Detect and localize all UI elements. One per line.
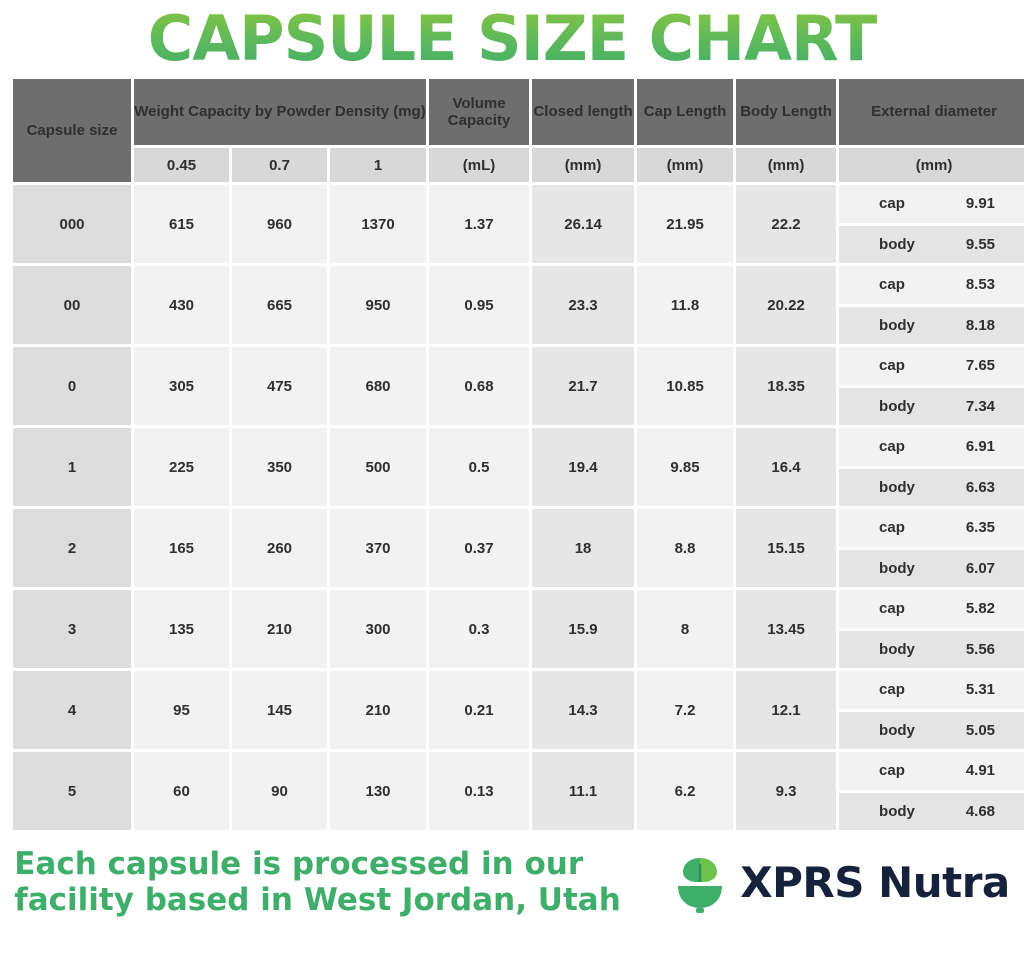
ext-cap-label: cap [879, 276, 905, 294]
cell-body-length: 16.4 [736, 428, 836, 506]
cell-body-length: 12.1 [736, 671, 836, 749]
cell-external-diameter [839, 266, 1024, 344]
cell-cap-length: 11.8 [637, 266, 733, 344]
cell-body-length: 20.22 [736, 266, 836, 344]
ext-cap-label: cap [879, 519, 905, 537]
cell-weight-07: 145 [232, 671, 327, 749]
cell-external-diameter [839, 347, 1024, 425]
cell-volume: 0.3 [429, 590, 529, 668]
header-weight-capacity: Weight Capacity by Powder Density (mg) [134, 79, 426, 145]
table-container [0, 76, 1024, 833]
subheader-volume-unit: (mL) [429, 148, 529, 182]
table-row [13, 428, 1024, 506]
cell-volume: 0.21 [429, 671, 529, 749]
cell-closed-length: 26.14 [532, 185, 634, 263]
subheader-ext-unit: (mm) [839, 148, 1024, 182]
ext-cap-label: cap [879, 195, 905, 213]
ext-cap-value: 6.91 [965, 438, 996, 456]
table-row [13, 671, 1024, 749]
cell-external-diameter [839, 671, 1024, 749]
cell-weight-045: 165 [134, 509, 229, 587]
ext-cap-value: 5.31 [965, 681, 996, 699]
table-row [13, 590, 1024, 668]
cell-closed-length: 19.4 [532, 428, 634, 506]
cell-weight-1: 500 [330, 428, 426, 506]
cell-weight-1: 300 [330, 590, 426, 668]
ext-cap-value: 6.35 [965, 519, 996, 537]
cell-weight-1: 1370 [330, 185, 426, 263]
ext-cap-value: 9.91 [965, 195, 996, 213]
ext-body-value: 8.18 [965, 316, 996, 334]
cell-cap-length: 21.95 [637, 185, 733, 263]
ext-body-value: 6.07 [965, 559, 996, 577]
ext-body-value: 9.55 [965, 235, 996, 253]
cell-closed-length: 23.3 [532, 266, 634, 344]
cell-closed-length: 21.7 [532, 347, 634, 425]
cell-volume: 0.13 [429, 752, 529, 830]
header-volume-capacity: Volume Capacity [429, 79, 529, 145]
cell-weight-07: 260 [232, 509, 327, 587]
cell-closed-length: 14.3 [532, 671, 634, 749]
ext-body-value: 6.63 [965, 478, 996, 496]
cell-weight-045: 135 [134, 590, 229, 668]
cell-weight-1: 210 [330, 671, 426, 749]
ext-body-line [839, 307, 1024, 345]
cell-weight-1: 680 [330, 347, 426, 425]
cell-weight-045: 305 [134, 347, 229, 425]
cell-weight-045: 430 [134, 266, 229, 344]
table-subheader-row [13, 148, 1024, 182]
cell-cap-length: 8 [637, 590, 733, 668]
ext-body-label: body [879, 640, 915, 658]
cell-cap-length: 8.8 [637, 509, 733, 587]
cell-weight-07: 665 [232, 266, 327, 344]
header-cap-length: Cap Length [637, 79, 733, 145]
ext-cap-line [839, 671, 1024, 709]
header-capsule-size: Capsule size [13, 79, 131, 182]
cell-closed-length: 18 [532, 509, 634, 587]
ext-body-line [839, 469, 1024, 507]
cell-external-diameter [839, 428, 1024, 506]
ext-cap-value: 7.65 [965, 357, 996, 375]
ext-cap-label: cap [879, 600, 905, 618]
cell-capsule-size: 00 [13, 266, 131, 344]
ext-body-label: body [879, 802, 915, 820]
cell-volume: 0.95 [429, 266, 529, 344]
cell-weight-07: 90 [232, 752, 327, 830]
ext-body-line [839, 793, 1024, 831]
ext-cap-label: cap [879, 762, 905, 780]
cell-body-length: 13.45 [736, 590, 836, 668]
cell-capsule-size: 4 [13, 671, 131, 749]
table-row [13, 347, 1024, 425]
cell-weight-045: 95 [134, 671, 229, 749]
ext-body-label: body [879, 235, 915, 253]
ext-body-label: body [879, 316, 915, 334]
cell-body-length: 22.2 [736, 185, 836, 263]
cell-volume: 0.5 [429, 428, 529, 506]
header-body-length: Body Length [736, 79, 836, 145]
ext-body-value: 5.05 [965, 721, 996, 739]
subheader-density-1: 1 [330, 148, 426, 182]
table-row [13, 752, 1024, 830]
subheader-density-07: 0.7 [232, 148, 327, 182]
cell-closed-length: 15.9 [532, 590, 634, 668]
ext-body-line [839, 226, 1024, 264]
ext-cap-line [839, 185, 1024, 223]
cell-weight-1: 370 [330, 509, 426, 587]
cell-weight-1: 130 [330, 752, 426, 830]
cell-weight-1: 950 [330, 266, 426, 344]
cell-weight-07: 475 [232, 347, 327, 425]
ext-cap-label: cap [879, 438, 905, 456]
cell-external-diameter [839, 752, 1024, 830]
ext-body-value: 4.68 [965, 802, 996, 820]
footer [0, 833, 1024, 918]
ext-cap-value: 4.91 [965, 762, 996, 780]
footer-tagline: Each capsule is processed in our facility based in West Jordan, Utah [14, 846, 621, 918]
ext-cap-line [839, 590, 1024, 628]
cell-closed-length: 11.1 [532, 752, 634, 830]
cell-cap-length: 10.85 [637, 347, 733, 425]
ext-cap-label: cap [879, 681, 905, 699]
page-title: CAPSULE SIZE CHART [0, 0, 1024, 76]
ext-body-line [839, 550, 1024, 588]
ext-cap-value: 5.82 [965, 600, 996, 618]
leaf-mortar-icon [670, 852, 730, 914]
ext-body-label: body [879, 397, 915, 415]
subheader-cap-unit: (mm) [637, 148, 733, 182]
cell-capsule-size: 2 [13, 509, 131, 587]
cell-weight-07: 960 [232, 185, 327, 263]
ext-cap-line [839, 266, 1024, 304]
ext-body-label: body [879, 721, 915, 739]
cell-external-diameter [839, 509, 1024, 587]
cell-volume: 1.37 [429, 185, 529, 263]
cell-capsule-size: 0 [13, 347, 131, 425]
cell-cap-length: 9.85 [637, 428, 733, 506]
cell-body-length: 15.15 [736, 509, 836, 587]
brand-name: XPRS Nutra [740, 858, 1010, 908]
header-external-diameter: External diameter [839, 79, 1024, 145]
ext-body-value: 5.56 [965, 640, 996, 658]
cell-volume: 0.68 [429, 347, 529, 425]
table-row [13, 509, 1024, 587]
cell-cap-length: 6.2 [637, 752, 733, 830]
cell-body-length: 18.35 [736, 347, 836, 425]
header-closed-length: Closed length [532, 79, 634, 145]
cell-weight-045: 225 [134, 428, 229, 506]
ext-body-label: body [879, 478, 915, 496]
ext-cap-line [839, 509, 1024, 547]
table-row [13, 185, 1024, 263]
table-row [13, 266, 1024, 344]
cell-cap-length: 7.2 [637, 671, 733, 749]
subheader-closed-unit: (mm) [532, 148, 634, 182]
cell-external-diameter [839, 590, 1024, 668]
table-header-row [13, 79, 1024, 145]
ext-cap-label: cap [879, 357, 905, 375]
ext-body-label: body [879, 559, 915, 577]
cell-external-diameter [839, 185, 1024, 263]
cell-weight-07: 210 [232, 590, 327, 668]
cell-weight-045: 60 [134, 752, 229, 830]
cell-weight-07: 350 [232, 428, 327, 506]
ext-cap-value: 8.53 [965, 276, 996, 294]
ext-body-value: 7.34 [965, 397, 996, 415]
ext-cap-line [839, 347, 1024, 385]
cell-volume: 0.37 [429, 509, 529, 587]
cell-capsule-size: 1 [13, 428, 131, 506]
capsule-size-table [10, 76, 1024, 833]
ext-cap-line [839, 752, 1024, 790]
cell-weight-045: 615 [134, 185, 229, 263]
cell-body-length: 9.3 [736, 752, 836, 830]
cell-capsule-size: 3 [13, 590, 131, 668]
ext-cap-line [839, 428, 1024, 466]
cell-capsule-size: 5 [13, 752, 131, 830]
ext-body-line [839, 712, 1024, 750]
subheader-density-045: 0.45 [134, 148, 229, 182]
cell-capsule-size: 000 [13, 185, 131, 263]
ext-body-line [839, 631, 1024, 669]
subheader-body-unit: (mm) [736, 148, 836, 182]
brand-logo [670, 852, 1010, 914]
ext-body-line [839, 388, 1024, 426]
